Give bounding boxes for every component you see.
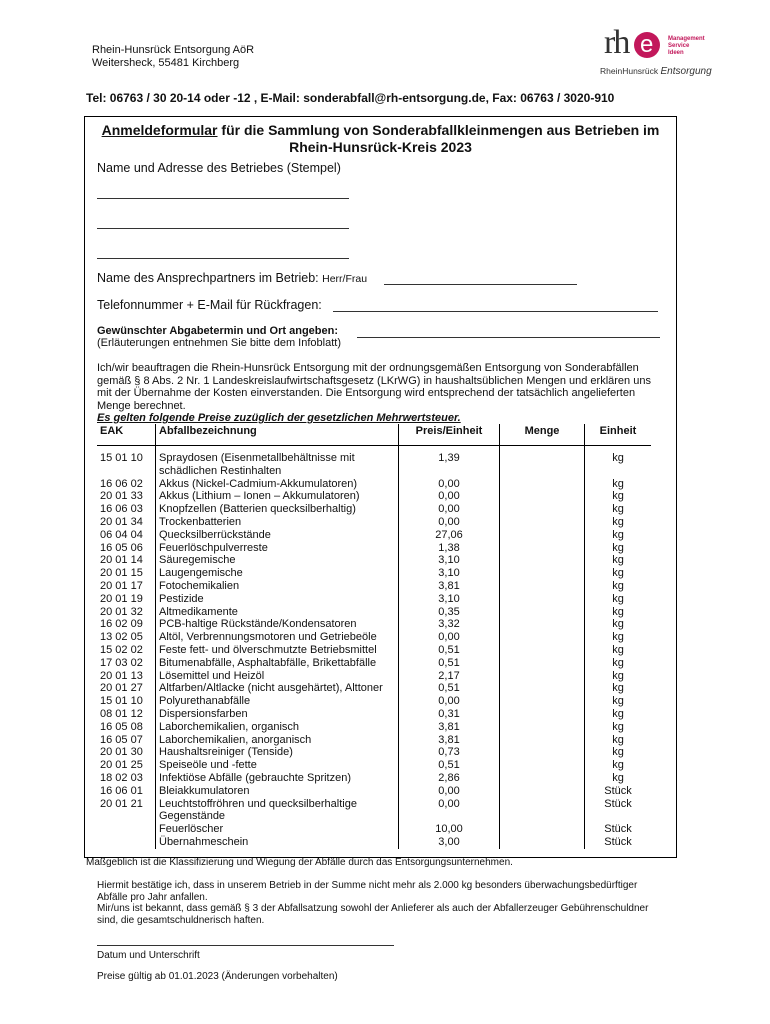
logo-word-management: Management [668, 36, 705, 42]
contact-person-salutation: Herr/Frau [322, 273, 368, 285]
quantity-cell[interactable] [500, 746, 585, 759]
waste-name-cell: Spraydosen (Eisenmetallbehältnisse mit schädlichen Restinhalten [156, 452, 399, 478]
col-header-name: Abfallbezeichnung [156, 424, 399, 446]
quantity-cell[interactable] [500, 734, 585, 747]
waste-name-cell: Lösemittel und Heizöl [156, 670, 399, 683]
sender-address [92, 44, 254, 70]
table-row [97, 682, 651, 695]
form-title [86, 122, 675, 156]
appointment-note: (Erläuterungen entnehmen Sie bitte dem Infoblatt) [97, 337, 341, 349]
price-cell: 0,00 [399, 490, 500, 503]
price-cell: 0,00 [399, 631, 500, 644]
table-row [97, 746, 651, 759]
price-cell: 3,81 [399, 734, 500, 747]
classification-note: Maßgeblich ist die Klassifizierung und Wiegung der Abfälle durch das Entsorgungsunternehmen. [86, 857, 513, 868]
price-cell: 27,06 [399, 529, 500, 542]
form-title-underlined: Anmeldeformular [101, 122, 218, 138]
waste-name-cell: Akkus (Nickel-Cadmium-Akkumulatoren) [156, 478, 399, 491]
org-name: Rhein-Hunsrück Entsorgung AöR [92, 44, 255, 56]
quantity-cell[interactable] [500, 529, 585, 542]
price-cell: 3,10 [399, 593, 500, 606]
eak-cell: 20 01 19 [97, 593, 156, 606]
col-header-price: Preis/Einheit [399, 424, 500, 446]
price-cell: 3,81 [399, 580, 500, 593]
waste-name-cell: Altmedikamente [156, 606, 399, 619]
eak-cell: 20 01 25 [97, 759, 156, 772]
form-title-rest: für die Sammlung von Sonderabfallkleinmengen aus Betrieben im [217, 122, 660, 138]
waste-name-cell: PCB-haltige Rückstände/Kondensatoren [156, 618, 399, 631]
phone-label: Telefonnummer + E-Mail für Rückfragen: [97, 298, 322, 312]
eak-cell: 17 03 02 [97, 657, 156, 670]
appointment-label: Gewünschter Abgabetermin und Ort angeben: [97, 325, 339, 337]
quantity-cell[interactable] [500, 670, 585, 683]
eak-cell [97, 823, 156, 836]
contact-person-row [97, 271, 367, 285]
logo-e: e [640, 31, 654, 58]
price-cell: 0,51 [399, 759, 500, 772]
waste-name-cell: Knopfzellen (Batterien quecksilberhaltig) [156, 503, 399, 516]
price-cell: 0,00 [399, 503, 500, 516]
price-cell: 0,00 [399, 478, 500, 491]
table-row [97, 631, 651, 644]
eak-cell: 15 02 02 [97, 644, 156, 657]
eak-cell: 16 06 03 [97, 503, 156, 516]
unit-cell: kg [612, 707, 624, 720]
logo-brand [600, 66, 712, 77]
waste-name-cell: Übernahmeschein [156, 836, 399, 849]
waste-price-table [97, 424, 651, 849]
table-row [97, 542, 651, 555]
price-cell: 3,81 [399, 721, 500, 734]
unit-cell: kg [612, 477, 624, 490]
waste-name-cell: Feuerlöschpulverreste [156, 542, 399, 555]
quantity-cell[interactable] [500, 836, 585, 849]
unit-cell: kg [612, 567, 624, 580]
address-line-1[interactable] [97, 198, 349, 199]
quantity-cell[interactable] [500, 695, 585, 708]
eak-cell: 16 02 09 [97, 618, 156, 631]
price-cell: 0,31 [399, 708, 500, 721]
table-body [97, 452, 651, 849]
unit-cell: kg [612, 631, 624, 644]
unit-cell: Stück [604, 835, 632, 848]
quantity-cell[interactable] [500, 631, 585, 644]
col-header-quantity: Menge [500, 424, 585, 446]
eak-cell: 20 01 21 [97, 798, 156, 824]
price-validity: Preise gültig ab 01.01.2023 (Änderungen vorbehalten) [97, 971, 338, 982]
col-header-unit: Einheit [599, 425, 637, 437]
waste-name-cell: Dispersionsfarben [156, 708, 399, 721]
waste-name-cell: Feuerlöscher [156, 823, 399, 836]
waste-name-cell: Haushaltsreiniger (Tenside) [156, 746, 399, 759]
price-cell: 10,00 [399, 823, 500, 836]
appointment-field[interactable] [357, 337, 660, 338]
eak-cell: 16 05 07 [97, 734, 156, 747]
quantity-cell[interactable] [500, 759, 585, 772]
table-row [97, 618, 651, 631]
address-line-3[interactable] [97, 258, 349, 259]
quantity-cell[interactable] [500, 452, 585, 478]
price-cell: 0,00 [399, 516, 500, 529]
quantity-cell[interactable] [500, 644, 585, 657]
quantity-cell[interactable] [500, 516, 585, 529]
waste-name-cell: Pestizide [156, 593, 399, 606]
logo-word-ideen: Ideen [668, 50, 684, 56]
eak-cell: 16 05 06 [97, 542, 156, 555]
table-row [97, 606, 651, 619]
unit-cell: kg [612, 682, 624, 695]
eak-cell: 06 04 04 [97, 529, 156, 542]
table-row [97, 516, 651, 529]
name-address-label: Name und Adresse des Betriebes (Stempel) [97, 161, 341, 175]
unit-cell: kg [612, 669, 624, 682]
contact-person-field[interactable] [384, 284, 577, 285]
unit-cell: kg [612, 746, 624, 759]
table-row [97, 772, 651, 785]
waste-name-cell: Speiseöle und -fette [156, 759, 399, 772]
unit-cell: kg [612, 528, 624, 541]
unit-cell: Stück [604, 823, 632, 836]
waste-name-cell: Bitumenabfälle, Asphaltabfälle, Brikettabfälle [156, 657, 399, 670]
quantity-cell[interactable] [500, 823, 585, 836]
unit-cell: kg [612, 618, 624, 631]
price-cell: 0,73 [399, 746, 500, 759]
table-row [97, 670, 651, 683]
table-row [97, 644, 651, 657]
eak-cell: 15 01 10 [97, 452, 156, 478]
col-header-eak: EAK [97, 424, 156, 446]
table-row [97, 721, 651, 734]
quantity-cell[interactable] [500, 478, 585, 491]
waste-name-cell: Leuchtstoffröhren und quecksilberhaltige Gegenstände [156, 798, 399, 824]
unit-cell: Stück [604, 797, 632, 810]
unit-cell: kg [612, 579, 624, 592]
waste-name-cell: Säuregemische [156, 554, 399, 567]
table-row [97, 529, 651, 542]
quantity-cell[interactable] [500, 708, 585, 721]
unit-cell: kg [612, 771, 624, 784]
price-cell: 2,17 [399, 670, 500, 683]
logo-word-service: Service [668, 43, 690, 49]
form-title-line1 [86, 122, 675, 139]
price-cell: 3,32 [399, 618, 500, 631]
waste-name-cell: Quecksilberrückstände [156, 529, 399, 542]
eak-cell: 20 01 17 [97, 580, 156, 593]
unit-cell: kg [612, 541, 624, 554]
table-row [97, 785, 651, 798]
signature-line[interactable] [97, 945, 394, 946]
form-title-line2: Rhein-Hunsrück-Kreis 2023 [289, 139, 472, 155]
unit-cell: kg [612, 643, 624, 656]
waste-name-cell: Laugengemische [156, 567, 399, 580]
confirmation-text: Hiermit bestätige ich, dass in unserem Betrieb in der Summe nicht mehr als 2.000 kg besonders überwachungsbedürftiger Abfälle pro Jahr anfallen. [97, 880, 638, 903]
unit-cell: kg [612, 733, 624, 746]
quantity-cell[interactable] [500, 542, 585, 555]
unit-cell: kg [612, 515, 624, 528]
unit-cell: kg [612, 554, 624, 567]
liability-text: Mir/uns ist bekannt, dass gemäß § 3 der Abfallsatzung sowohl der Anlieferer als auch der Abfallerzeuger Gebührenschuldner sind, die gesamtschuldnerisch haften. [97, 903, 649, 926]
waste-name-cell: Laborchemikalien, organisch [156, 721, 399, 734]
price-cell: 1,38 [399, 542, 500, 555]
quantity-cell[interactable] [500, 554, 585, 567]
table-row [97, 593, 651, 606]
price-cell: 0,00 [399, 695, 500, 708]
waste-name-cell: Trockenbatterien [156, 516, 399, 529]
waste-name-cell: Laborchemikalien, anorganisch [156, 734, 399, 747]
quantity-cell[interactable] [500, 798, 585, 824]
table-row [97, 823, 651, 836]
price-cell: 3,10 [399, 554, 500, 567]
waste-name-cell: Fotochemikalien [156, 580, 399, 593]
eak-cell: 16 06 01 [97, 785, 156, 798]
unit-cell: Stück [604, 784, 632, 797]
eak-cell: 08 01 12 [97, 708, 156, 721]
table-row [97, 695, 651, 708]
commission-text: Ich/wir beauftragen die Rhein-Hunsrück Entsorgung mit der ordnungsgemäßen Entsorgung von Sonderabfällen gemäß § 8 Abs. 2 Nr. 1 Landeskreislaufwirtschaftsgesetz (LKrWG) in haushaltsüblichen Mengen und erklären uns mit der Übernahme der Kosten einverstanden. Die Entsorgung wird entsprechend der tatsächlich angelieferten Menge berechnet. [97, 362, 651, 413]
waste-name-cell: Altöl, Verbrennungsmotoren und Getriebeöle [156, 631, 399, 644]
price-cell: 2,86 [399, 772, 500, 785]
quantity-cell[interactable] [500, 567, 585, 580]
unit-cell: kg [612, 720, 624, 733]
waste-name-cell: Bleiakkumulatoren [156, 785, 399, 798]
eak-cell: 16 06 02 [97, 478, 156, 491]
contact-person-label: Name des Ansprechpartners im Betrieb: [97, 271, 319, 285]
eak-cell: 13 02 05 [97, 631, 156, 644]
price-cell: 0,35 [399, 606, 500, 619]
price-cell: 0,51 [399, 682, 500, 695]
eak-cell [97, 836, 156, 849]
logo-tagline [668, 36, 705, 57]
table-row [97, 452, 651, 478]
table-header-row [97, 424, 651, 446]
quantity-cell[interactable] [500, 682, 585, 695]
table-row [97, 836, 651, 849]
unit-cell: kg [612, 452, 624, 464]
price-cell: 3,00 [399, 836, 500, 849]
unit-cell: kg [612, 490, 624, 503]
price-cell: 1,39 [399, 452, 500, 478]
table-row [97, 478, 651, 491]
eak-cell: 20 01 15 [97, 567, 156, 580]
quantity-cell[interactable] [500, 657, 585, 670]
waste-name-cell: Infektiöse Abfälle (gebrauchte Spritzen) [156, 772, 399, 785]
eak-cell: 20 01 27 [97, 682, 156, 695]
quantity-cell[interactable] [500, 772, 585, 785]
quantity-cell[interactable] [500, 721, 585, 734]
table-row [97, 708, 651, 721]
quantity-cell[interactable] [500, 490, 585, 503]
eak-cell: 20 01 32 [97, 606, 156, 619]
logo-brand-plain: RheinHunsrück [600, 66, 659, 76]
waste-name-cell: Altfarben/Altlacke (nicht ausgehärtet), Alttoner [156, 682, 399, 695]
unit-cell: kg [612, 503, 624, 516]
table-row [97, 657, 651, 670]
price-cell: 3,10 [399, 567, 500, 580]
quantity-cell[interactable] [500, 503, 585, 516]
price-cell: 0,51 [399, 644, 500, 657]
eak-cell: 20 01 13 [97, 670, 156, 683]
company-logo [598, 24, 723, 80]
price-cell: 0,00 [399, 798, 500, 824]
table-row [97, 798, 651, 824]
table-row [97, 554, 651, 567]
price-note: Es gelten folgende Preise zuzüglich der gesetzlichen Mehrwertsteuer. [97, 412, 461, 424]
eak-cell: 16 05 08 [97, 721, 156, 734]
waste-name-cell: Akkus (Lithium – Ionen – Akkumulatoren) [156, 490, 399, 503]
price-cell: 0,51 [399, 657, 500, 670]
eak-cell: 20 01 33 [97, 490, 156, 503]
contact-line: Tel: 06763 / 30 20-14 oder -12 , E-Mail: sonderabfall@rh-entsorgung.de, Fax: 06763 / 3020-910 [86, 91, 615, 105]
phone-email-field[interactable] [333, 311, 658, 312]
unit-cell: kg [612, 592, 624, 605]
waste-name-cell: Polyurethanabfälle [156, 695, 399, 708]
price-cell: 0,00 [399, 785, 500, 798]
table-row [97, 580, 651, 593]
unit-cell: kg [612, 695, 624, 708]
logo-letters: rh [604, 24, 629, 61]
quantity-cell[interactable] [500, 606, 585, 619]
table-row [97, 567, 651, 580]
quantity-cell[interactable] [500, 618, 585, 631]
quantity-cell[interactable] [500, 580, 585, 593]
address-line-2[interactable] [97, 228, 349, 229]
quantity-cell[interactable] [500, 593, 585, 606]
eak-cell: 20 01 34 [97, 516, 156, 529]
table-row [97, 734, 651, 747]
eak-cell: 20 01 30 [97, 746, 156, 759]
waste-name-cell: Feste fett- und ölverschmutzte Betriebsmittel [156, 644, 399, 657]
eak-cell: 15 01 10 [97, 695, 156, 708]
logo-brand-italic: Entsorgung [660, 66, 712, 77]
signature-label: Datum und Unterschrift [97, 950, 200, 961]
eak-cell: 20 01 14 [97, 554, 156, 567]
table-row [97, 503, 651, 516]
table-row [97, 759, 651, 772]
table-row [97, 490, 651, 503]
unit-cell: kg [612, 759, 624, 772]
unit-cell: kg [612, 656, 624, 669]
eak-cell: 18 02 03 [97, 772, 156, 785]
org-street: Weitersheck, 55481 Kirchberg [92, 57, 240, 69]
unit-cell: kg [612, 605, 624, 618]
quantity-cell[interactable] [500, 785, 585, 798]
